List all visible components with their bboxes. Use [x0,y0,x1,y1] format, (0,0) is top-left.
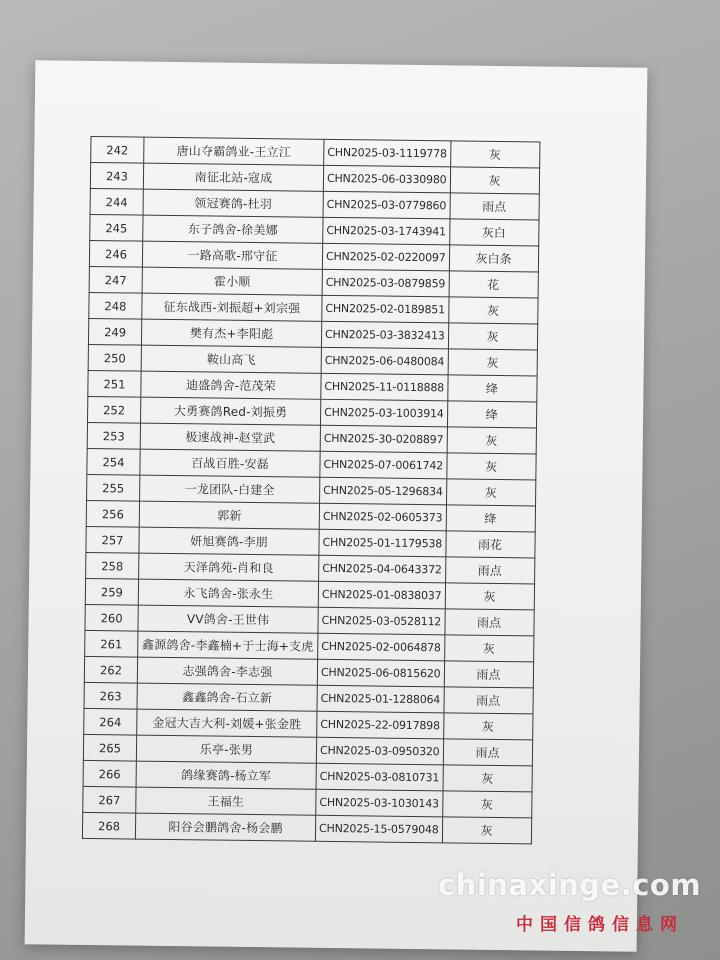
entry-color: 灰 [442,817,531,844]
entry-color: 灰白 [449,219,538,246]
entry-ring-number: CHN2025-02-0189851 [322,295,449,323]
entry-ring-number: CHN2025-06-0330980 [323,165,450,193]
entry-color: 灰 [448,349,537,376]
entry-ring-number: CHN2025-05-1296834 [320,477,447,505]
entry-color: 灰 [447,427,536,454]
entry-number: 268 [82,812,135,839]
entry-ring-number: CHN2025-01-0838037 [318,581,445,609]
entry-ring-number: CHN2025-01-1179538 [319,529,446,557]
entry-number: 244 [90,188,143,215]
table-row [82,812,531,843]
entry-color: 灰 [450,141,539,168]
entry-number: 262 [84,656,137,683]
entry-number: 267 [83,786,136,813]
watermark-site: chinaxinge.com [438,868,702,902]
entry-number: 245 [90,214,143,241]
entry-number: 251 [88,370,141,397]
entry-ring-number: CHN2025-22-0917898 [317,711,444,739]
entry-ring-number: CHN2025-03-1119778 [324,139,451,167]
entry-color: 绛 [447,401,536,428]
entry-number: 243 [90,162,143,189]
entry-owner-name: 霍小顺 [142,267,322,295]
entry-number: 253 [87,422,140,449]
entry-number: 254 [87,448,140,475]
entry-owner-name: 郭新 [139,501,319,529]
entry-ring-number: CHN2025-03-0779860 [323,191,450,219]
entry-owner-name: 唐山夺霸鸽业-王立江 [144,137,324,165]
entry-number: 257 [86,526,139,553]
entry-number: 246 [89,240,142,267]
entry-ring-number: CHN2025-03-0528112 [318,607,445,635]
entry-color: 灰 [442,791,531,818]
entry-color: 雨点 [450,193,539,220]
entry-ring-number: CHN2025-07-0061742 [320,451,447,479]
entry-owner-name: 妍旭赛鸽-李朋 [139,527,319,555]
entry-owner-name: 大勇赛鸽Red-刘振勇 [140,397,320,425]
entry-owner-name: 阳谷会鹏鸽舍-杨会鹏 [135,813,315,841]
entry-number: 264 [84,708,137,735]
entry-owner-name: 天泽鸽苑-肖和良 [139,553,319,581]
entry-ring-number: CHN2025-01-1288064 [317,685,444,713]
entry-color: 灰 [450,167,539,194]
entry-color: 灰 [443,765,532,792]
entry-color: 灰白条 [449,245,538,272]
entry-ring-number: CHN2025-15-0579048 [315,815,442,843]
entry-number: 260 [85,604,138,631]
entry-number: 259 [85,578,138,605]
entry-number: 263 [84,682,137,709]
entry-color: 灰 [443,713,532,740]
entry-owner-name: 金冠大吉大利-刘媛+张金胜 [137,709,317,737]
entry-owner-name: 领冠赛鸽-杜羽 [143,189,323,217]
entry-owner-name: VV鸽舍-王世伟 [138,605,318,633]
entry-color: 雨点 [445,557,534,584]
entry-color: 花 [449,271,538,298]
watermark-site-cn: 中国信鸽信息网 [516,915,684,935]
entry-number: 249 [88,318,141,345]
entry-number: 242 [91,136,144,163]
entry-ring-number: CHN2025-30-0208897 [320,425,447,453]
entry-owner-name: 永飞鸽舍-张永生 [138,579,318,607]
entry-owner-name: 王福生 [136,787,316,815]
entry-number: 266 [83,760,136,787]
entry-number: 261 [85,630,138,657]
entry-ring-number: CHN2025-03-1003914 [320,399,447,427]
entry-ring-number: CHN2025-03-0810731 [316,763,443,791]
entry-number: 258 [86,552,139,579]
entry-color: 灰 [446,479,535,506]
entry-owner-name: 南征北站-寇成 [143,163,323,191]
entry-color: 灰 [448,323,537,350]
entry-ring-number: CHN2025-11-0118888 [321,373,448,401]
entry-color: 雨花 [445,531,534,558]
entry-owner-name: 一龙团队-白建全 [140,475,320,503]
entry-owner-name: 乐亭-张男 [136,735,316,763]
entry-number: 248 [89,292,142,319]
entry-number: 256 [86,500,139,527]
entry-number: 265 [83,734,136,761]
paper-sheet [25,60,648,951]
entry-owner-name: 鸽缘赛鸽-杨立军 [136,761,316,789]
entry-ring-number: CHN2025-03-0950320 [316,737,443,765]
entry-number: 250 [88,344,141,371]
entry-owner-name: 鑫鑫鸽舍-石立新 [137,683,317,711]
entry-number: 252 [88,396,141,423]
entry-color: 雨点 [444,609,533,636]
entry-ring-number: CHN2025-06-0480084 [321,347,448,375]
entry-owner-name: 志强鸽舍-李志强 [137,657,317,685]
entry-color: 绛 [446,505,535,532]
entry-ring-number: CHN2025-04-0643372 [319,555,446,583]
entry-color: 雨点 [443,687,532,714]
entries-table [82,136,540,844]
entry-ring-number: CHN2025-03-3832413 [321,321,448,349]
entry-color: 雨点 [443,739,532,766]
entry-owner-name: 鑫源鸽舍-李鑫楠+于士海+支虎 [138,631,318,659]
entry-ring-number: CHN2025-03-1743941 [323,217,450,245]
entry-ring-number: CHN2025-02-0064878 [318,633,445,661]
entry-owner-name: 东子鸽舍-徐美娜 [143,215,323,243]
entry-number: 255 [87,474,140,501]
entry-owner-name: 百战百胜-安磊 [140,449,320,477]
entries-body [82,136,539,843]
entry-owner-name: 一路高歌-邢守征 [142,241,322,269]
entry-owner-name: 征东战西-刘振超+刘宗强 [142,293,322,321]
entry-ring-number: CHN2025-02-0220097 [322,243,449,271]
entry-color: 灰 [448,297,537,324]
entry-owner-name: 极速战神-赵堂武 [140,423,320,451]
entry-color: 灰 [446,453,535,480]
entry-ring-number: CHN2025-02-0605373 [319,503,446,531]
entry-color: 雨点 [444,661,533,688]
entry-ring-number: CHN2025-03-1030143 [316,789,443,817]
entry-ring-number: CHN2025-03-0879859 [322,269,449,297]
entry-ring-number: CHN2025-06-0815620 [317,659,444,687]
entry-color: 绛 [447,375,536,402]
entry-owner-name: 迪盛鸽舍-范茂荣 [141,371,321,399]
entry-owner-name: 鞍山高飞 [141,345,321,373]
entry-color: 灰 [445,583,534,610]
entry-color: 灰 [444,635,533,662]
entry-number: 247 [89,266,142,293]
entry-owner-name: 樊有杰+李阳彪 [141,319,321,347]
